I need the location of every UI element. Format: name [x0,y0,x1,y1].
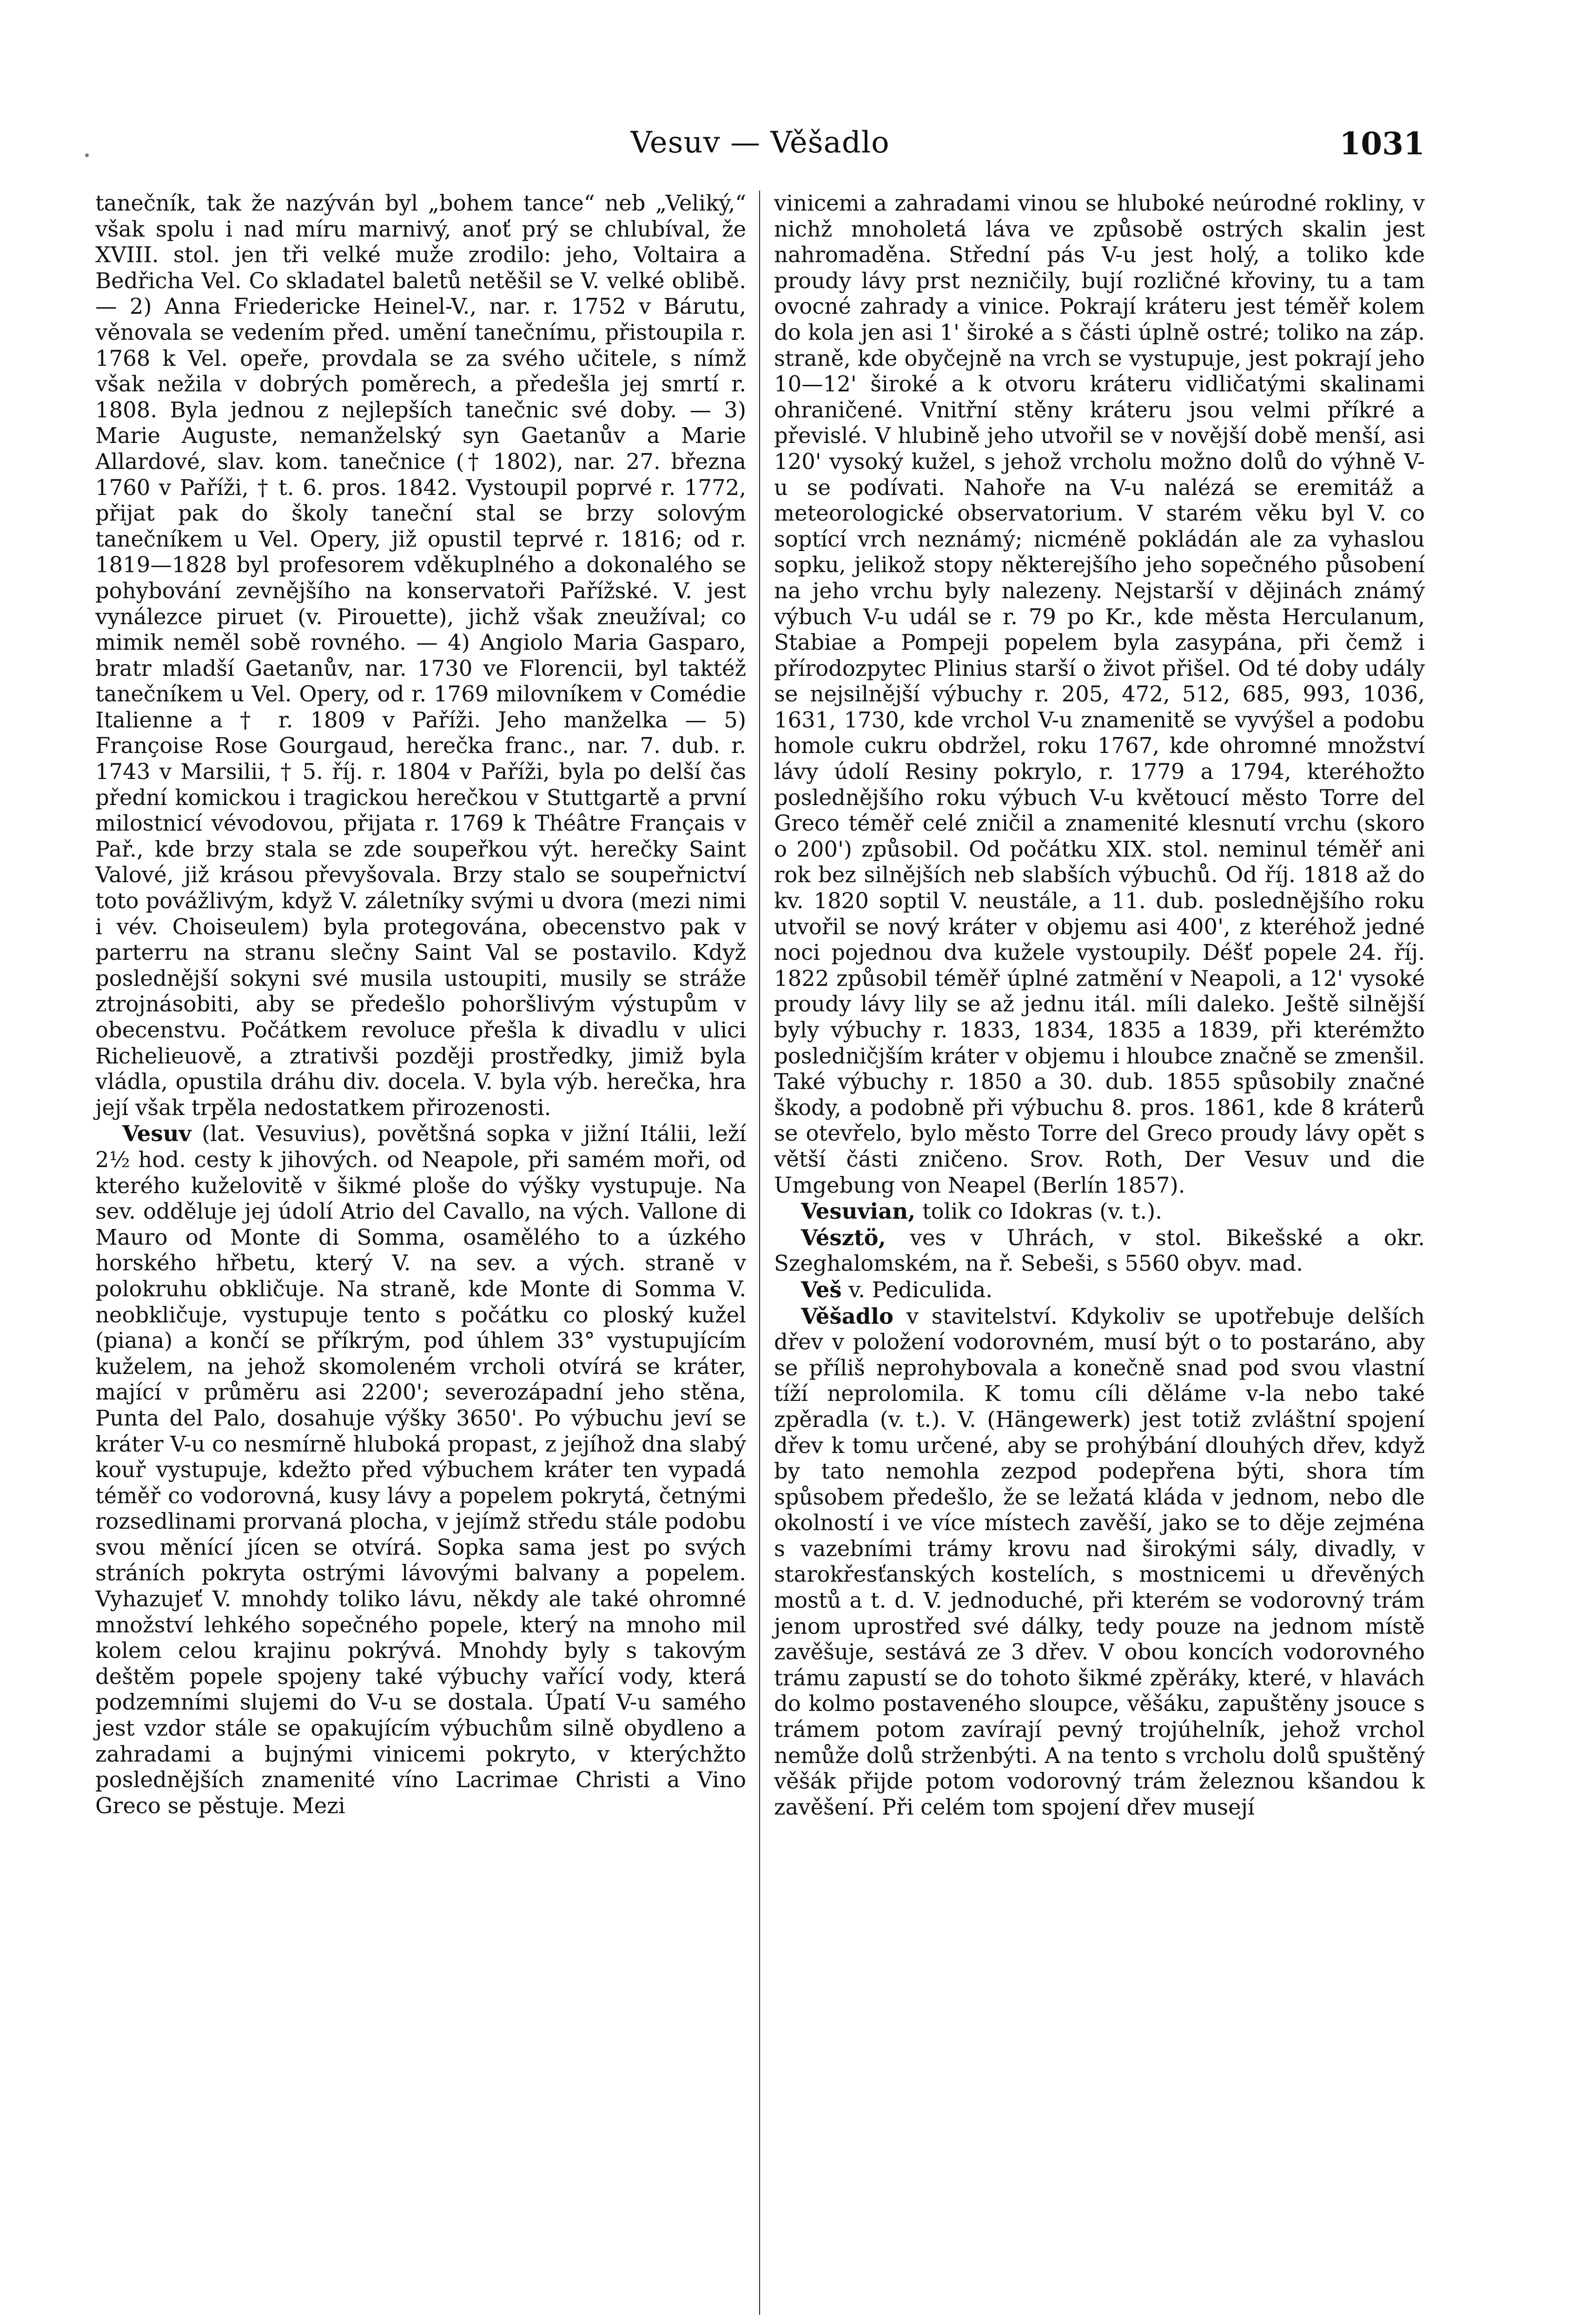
entry-vesuvian [774,1198,1425,1225]
entry-vesztö [774,1225,1425,1277]
entry-vesztö-body: ves v Uhrách, v stol. Bikešské a okr. Szeghalomském, na ř. Sebeši, s 5560 obyv. mad. [774,1225,1425,1276]
page-header [95,125,1425,177]
entry-vesadlo-body: v stavitelství. Kdykoliv se upotřebuje delších dřev v položení vodorovném, musí být o to postaráno, aby se příliš neprohybovala a konečně snad pod svou vlastní tíží neprolomila. K tomu cíli děláme v-la nebo také zpěradla (v. t.). V. (Hängewerk) jest totiž zvláštní spojení dřev k tomu určené, aby se prohýbání dlouhých dřev, když by tato nemohla zezpod podepřena býti, shora tím spůsobem předešlo, že se ležatá kláda v jednom, nebo dle okolností i ve více místech zavěší, jako se to děje zejména s vazebními trámy krovu nad širokými sály, divadly, v starokřesťanských kostelích, s mostnicemi u dřevěných mostů a t. d. V. jednoduché, při kterém se vodorovný trám jenom uprostřed své dálky, tedy pouze na jednom místě zavěšuje, sestává ze 3 dřev. V obou koncích vodorovného trámu zapustí se do tohoto šikmé zpěráky, které, v hlavách do kolmo postaveného sloupce, věšáku, zapuštěny jsouce s trámem potom zavírají pevný trojúhelník, jehož vrchol nemůže dolů strženbýti. A na tento s vrcholu dolů spuštěný věšák přijde potom vodorovný trám železnou kšandou k zavěšení. Při celém tom spojení dřev musejí [774,1303,1425,1820]
headword-vesztö: Vésztö, [801,1224,886,1250]
entry-vesuv-continued: vinicemi a zahradami vinou se hluboké neúrodné rokliny, v nichž mnoholetá láva ve způsobě ostrých skalin jest nahromaděna. Střední pás V-u jest holý, a toliko kde proudy lávy prst nezničily, bují rozličné křoviny, tu a tam ovocné zahrady a vinice. Pokrají kráteru jest téměř kolem do kola jen asi 1' široké a s části úplně ostré; toliko na záp. straně, kde obyčejně na vrch se vystupuje, jest pokrají jeho 10—12' široké a k otvoru kráteru vidličatými skalinami ohraničené. Vnitřní stěny kráteru jsou velmi příkré a převislé. V hlubině jeho utvořil se v novější době menší, asi 120' vysoký kužel, s jehož vrcholu možno dolů do výhně V-u se podívati. Nahoře na V-u nalézá se eremitáž a meteorologické observatorium. V starém věku byl V. co soptící vrch neznámý; nicméně pokládán ale za vyhaslou sopku, jelikož stopy některejšího jeho sopečného působení na jeho vrchu byly nalezeny. Nejstarší v dějinách známý výbuch V-u udál se r. 79 po Kr., kde města Herculanum, Stabiae a Pompeji popelem byla zasypána, při čemž i přírodozpytec Plinius starší o život přišel. Od té doby udály se nejsilnější výbuchy r. 205, 472, 512, 685, 993, 1036, 1631, 1730, kde vrchol V-u znamenitě se vyvýšel a podobu homole cukru obdržel, roku 1767, kde ohromné množství lávy údolí Resiny pokrylo, r. 1779 a 1794, kteréhožto poslednějšího roku výbuch V-u květoucí město Torre del Greco téměř celé zničil a znamenité klesnutí vrchu (skoro o 200') způsobil. Od počátku XIX. stol. neminul téměř ani rok bez silnějších neb slabších výbuchů. Od říj. 1818 až do kv. 1820 soptil V. neustále, a 11. dub. poslednějšího roku utvořil se nový kráter v objemu asi 400', z kteréhož jedné noci pojednou dva kužele vystoupily. Déšť popele 24. říj. 1822 způsobil téměř úplné zatmění v Neapoli, a 12' vysoké proudy lávy lily se až jednu itál. míli daleko. Ještě silnější byly výbuchy r. 1833, 1834, 1835 a 1839, při kterémžto posledničjším kráter v objemu i hloubce značně se zmenšil. Také výbuchy r. 1850 a 30. dub. 1855 spůsobily značné škody, a podobně při výbuchu 8. pros. 1861, kde 8 kráterů se otevřelo, bylo město Torre del Greco proudy lávy opět s větší části zničeno. Srov. Roth, Der Vesuv und die Umgebung von Neapel (Berlín 1857). [774,191,1425,1198]
entry-vesuv-body: (lat. Vesuvius), povětšná sopka v jižní Itálii, leží 2½ hod. cesty k jihových. od Neapole, při samém moři, od kterého kuželovitě v šikmé ploše do výšky vystupuje. Na sev. odděluje jej údolí Atrio del Cavallo, na vých. Vallone di Mauro od Monte di Somma, osamělého to a úzkého horského hřbetu, který V. na sev. a vých. straně v polokruhu obkličuje. Na straně, kde Monte di Somma V. neobkličuje, vystupuje tento s počátku co ploský kužel (piana) a končí se příkrým, pod úhlem 33° vystupujícím kuželem, na jehož skomoleném vrcholi otvírá se kráter, mající v průměru asi 2200'; severozápadní jeho stěna, Punta del Palo, dosahuje výšky 3650'. Po výbuchu jeví se kráter V-u co nesmírně hluboká propast, z jejíhož dna slabý kouř vystupuje, kdežto před výbuchem kráter ten vypadá téměř co vodorovná, kusy lávy a popelem pokrytá, četnými rozsedlinami prorvaná plocha, v jejímž středu stále podobu svou měnící jícen se otvírá. Sopka sama jest po svých stráních pokryta ostrými lávovými balvany a popelem. Vyhazujeť V. mnohdy toliko lávu, někdy ale také ohromné množství lehkého sopečného popele, který na mnoho mil kolem celou krajinu pokrývá. Mnohdy byly s takovým deštěm popele spojeny také výbuchy vařící vody, která podzemními slujemi do V-u se dostala. Úpatí V-u samého jest vzdor stále se opakujícím výbuchům silně obydleno a zahradami a bujnými vinicemi pokryto, v kterýchžto poslednějších znamenité víno Lacrimae Christi a Vino Greco se pěstuje. Mezi [95,1121,747,1818]
entry-vesuv [95,1121,746,1819]
entry-ves [774,1277,1425,1303]
headword-vesuv: Vesuv [122,1121,192,1147]
right-column [774,191,1425,1820]
headword-vesuvian: Vesuvian, [801,1198,916,1224]
entry-ves-body: v. Pediculida. [848,1277,993,1302]
print-speck [85,153,89,157]
entry-vesadlo [774,1303,1425,1821]
entry-vestris-continued: tanečník, tak že nazýván byl „bohem tance“ neb „Veliký,“ však spolu i nad míru marnivý, anoť prý se chlubíval, že XVIII. stol. jen tři velké muže zrodilo: jeho, Voltaira a Bedřicha Vel. Co skladatel baletů netěšil se V. velké oblibě. — 2) Anna Friedericke Heinel-V., nar. r. 1752 v Bárutu, věnovala se vedením před. umění tanečnímu, přistoupila r. 1768 k Vel. opeře, provdala se za svého učitele, s nímž však nežila v dobrých poměrech, a předešla jej smrtí r. 1808. Byla jednou z nejlepších tanečnic své doby. — 3) Marie Auguste, nemanželský syn Gaetanův a Marie Allardové, slav. kom. tanečnice († 1802), nar. 27. března 1760 v Paříži, † t. 6. pros. 1842. Vystoupil poprvé r. 1772, přijat pak do školy taneční stal se brzy solovým tanečníkem u Vel. Opery, již opustil teprvé r. 1816; od r. 1819—1828 byl profesorem vděkuplného a dokonalého se pohybování zevnějšího na konservatoři Pařížské. V. jest vynálezce piruet (v. Pirouette), jichž však zneužíval; co mimik neměl sobě rovného. — 4) Angiolo Maria Gasparo, bratr mladší Gaetanův, nar. 1730 ve Florencii, byl taktéž tanečníkem u Vel. Opery, od r. 1769 milovníkem v Comédie Italienne a † r. 1809 v Paříži. Jeho manželka — 5) Françoise Rose Gourgaud, herečka franc., nar. 7. dub. r. 1743 v Marsilii, † 5. říj. r. 1804 v Paříži, byla po delší čas přední komickou i tragickou herečkou v Stuttgartě a první milostnicí vévodovou, přijata r. 1769 k Théâtre Français v Pař., kde brzy stala se zde soupeřkou výt. herečky Saint Valové, již krásou převyšovala. Brzy stalo se soupeřnictví toto povážlivým, když V. záletníky svými u dvora (mezi nimi i vév. Choiseulem) byla protegována, obecenstvo pak v parterru na stranu slečny Saint Val se postavilo. Když poslednější sokyni své musila ustoupiti, musily se stráže ztrojnásobiti, aby se předešlo pohoršlivým výstupům v obecenstvu. Počátkem revoluce přešla k divadlu v ulici Richelieuově, a ztrativši později prostředky, jimiž byla vládla, opustila dráhu div. docela. V. byla výb. herečka, hra její však trpěla nedostatkem přirozenosti. [95,191,746,1120]
headword-vesadlo: Věšadlo [801,1303,893,1329]
headword-ves: Veš [801,1276,842,1302]
left-column [95,191,746,1819]
running-title: Vesuv — Věšadlo [630,125,890,160]
page-number: 1031 [1339,125,1425,162]
column-divider [759,191,760,2315]
entry-vesuvian-body: tolik co Idokras (v. t.). [922,1199,1162,1224]
